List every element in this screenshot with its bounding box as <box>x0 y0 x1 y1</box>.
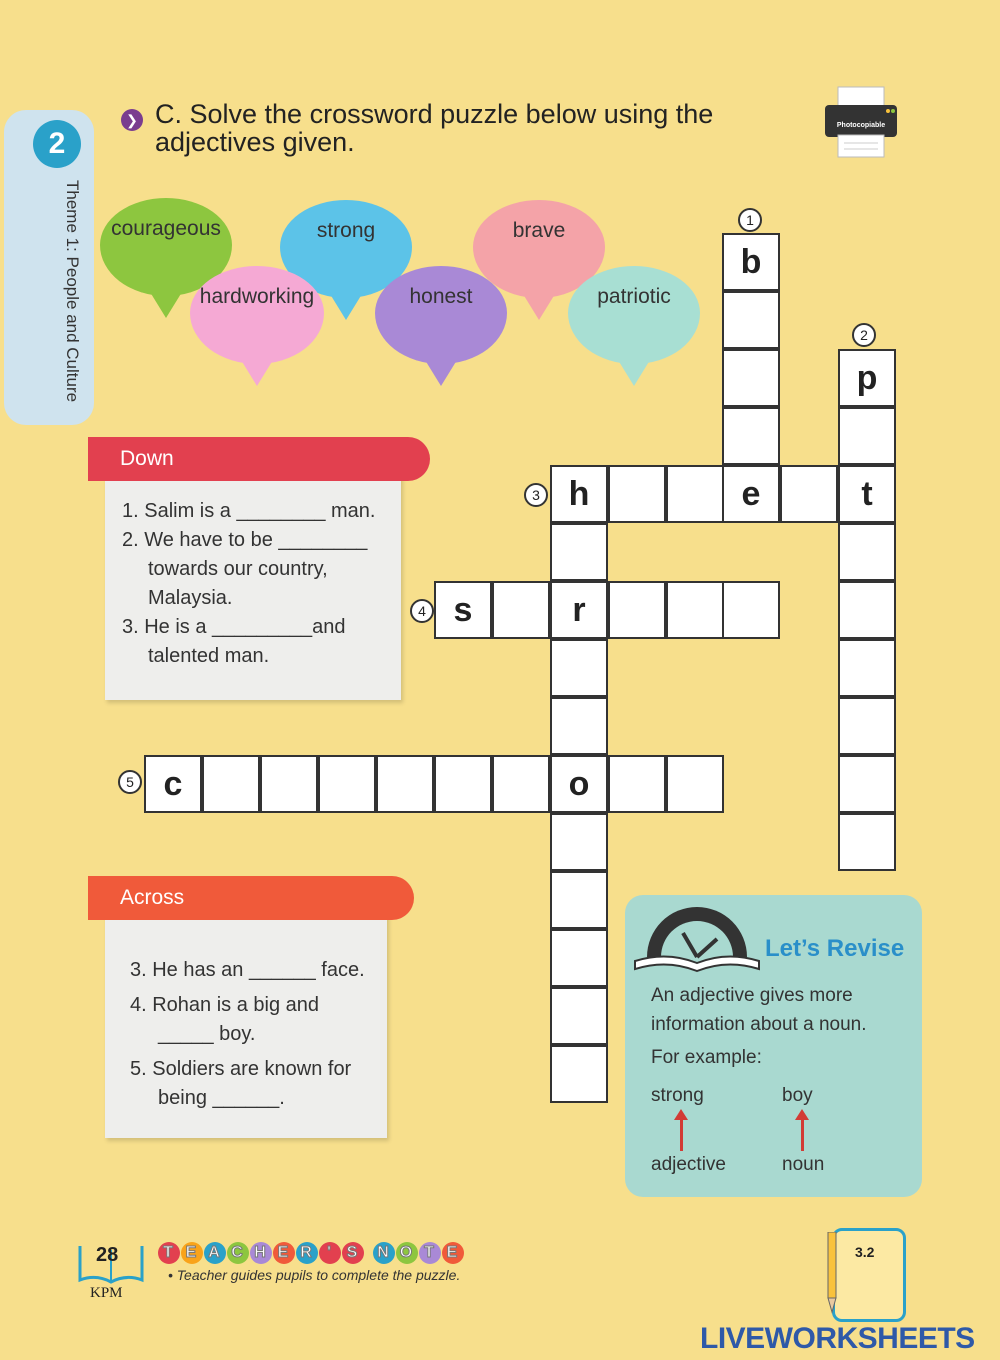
teachers-note-letter: R <box>296 1242 318 1264</box>
across-5-cell[interactable] <box>260 755 318 813</box>
book-clock-icon <box>631 901 763 973</box>
teachers-note-letter: N <box>373 1242 395 1264</box>
down-2-cell[interactable] <box>838 639 896 697</box>
printer-icon <box>822 85 900 160</box>
lesson-code: 3.2 <box>855 1244 875 1260</box>
down-2-cell[interactable] <box>838 581 896 639</box>
clue-number-4: 4 <box>410 599 434 623</box>
across-3-cell[interactable]: h <box>550 465 608 523</box>
across-3-cell[interactable] <box>780 465 838 523</box>
word-bubble-hardworking: hardworking <box>190 266 324 364</box>
down-2-cell[interactable] <box>838 523 896 581</box>
teachers-note-letter: T <box>419 1242 441 1264</box>
across-5-cell[interactable] <box>666 755 724 813</box>
across-heading: Across <box>88 876 414 920</box>
across-clue-3: 3. He has an ______ face. <box>130 959 365 981</box>
word-bubble-strong: strong <box>280 200 412 298</box>
across-5-cell[interactable]: c <box>144 755 202 813</box>
across-4-cell[interactable] <box>492 581 550 639</box>
down-1-cell[interactable] <box>722 349 780 407</box>
down-2-cell[interactable]: p <box>838 349 896 407</box>
teachers-note-letter: A <box>204 1242 226 1264</box>
across-3-cell[interactable]: e <box>722 465 780 523</box>
page-number: 28 <box>96 1244 119 1266</box>
arrow-up-icon <box>801 1119 804 1151</box>
across-3-cell[interactable]: t <box>838 465 896 523</box>
down-3-cell[interactable] <box>550 523 608 581</box>
down-heading: Down <box>88 437 430 481</box>
down-clue-3: 3. He is a _________and <box>122 616 346 638</box>
clue-number-2: 2 <box>852 323 876 347</box>
down-3-cell[interactable] <box>550 987 608 1045</box>
across-3-cell[interactable] <box>666 465 724 523</box>
across-clue-5: 5. Soldiers are known for <box>130 1058 352 1080</box>
teachers-note-letter: ' <box>319 1242 341 1264</box>
across-5-cell[interactable] <box>434 755 492 813</box>
example-adjective-word: strong <box>651 1085 704 1106</box>
across-4-cell[interactable] <box>608 581 666 639</box>
down-clue-2: 2. We have to be ________ <box>122 529 368 551</box>
word-bubble-patriotic: patriotic <box>568 266 700 364</box>
down-2-cell[interactable] <box>838 755 896 813</box>
across-4-cell[interactable] <box>722 581 780 639</box>
down-2-cell[interactable] <box>838 407 896 465</box>
liveworksheets-brand: LIVEWORKSHEETS <box>700 1322 975 1355</box>
instruction-bullet-icon: ❯ <box>121 109 143 131</box>
across-clue-5-line2: being ______. <box>158 1087 285 1109</box>
across-clue-4: 4. Rohan is a big and <box>130 994 320 1016</box>
teachers-note-letter: S <box>342 1242 364 1264</box>
across-5-cell[interactable]: o <box>550 755 608 813</box>
revise-title: Let’s Revise <box>765 935 905 962</box>
down-3-cell[interactable] <box>550 813 608 871</box>
revise-text-line3: For example: <box>651 1047 762 1068</box>
across-clue-4-line2: _____ boy. <box>158 1023 256 1045</box>
word-bubble-courageous: courageous <box>100 198 232 296</box>
down-1-cell[interactable] <box>722 407 780 465</box>
label-noun: noun <box>782 1154 825 1175</box>
down-3-cell[interactable] <box>550 1045 608 1103</box>
lets-revise-box <box>625 895 922 1197</box>
teachers-note-text: • Teacher guides pupils to complete the puzzle. <box>168 1267 461 1283</box>
teachers-note-title <box>158 1237 465 1264</box>
down-3-cell[interactable] <box>550 871 608 929</box>
across-3-cell[interactable] <box>608 465 666 523</box>
teachers-note-letter: E <box>273 1242 295 1264</box>
down-3-cell[interactable] <box>550 697 608 755</box>
across-5-cell[interactable] <box>608 755 666 813</box>
arrow-up-icon <box>680 1119 683 1151</box>
teachers-note-letter: E <box>442 1242 464 1264</box>
across-5-cell[interactable] <box>492 755 550 813</box>
teachers-note-letter: T <box>158 1242 180 1264</box>
revise-text-line2: information about a noun. <box>651 1014 867 1035</box>
down-clue-2-line2: towards our country, <box>148 558 328 580</box>
down-clue-3-line2: talented man. <box>148 645 270 667</box>
down-clue-1: 1. Salim is a ________ man. <box>122 500 376 522</box>
across-5-cell[interactable] <box>318 755 376 813</box>
word-bubble-honest: honest <box>375 266 507 364</box>
printer-label: Photocopiable <box>836 122 886 129</box>
across-4-cell[interactable]: s <box>434 581 492 639</box>
down-3-cell[interactable] <box>550 639 608 697</box>
down-2-cell[interactable] <box>838 813 896 871</box>
label-adjective: adjective <box>651 1154 726 1175</box>
instruction-text: C. Solve the crossword puzzle below using the adjectives given. <box>155 99 714 157</box>
example-noun-word: boy <box>782 1085 813 1106</box>
across-4-cell[interactable] <box>666 581 724 639</box>
down-1-cell[interactable]: b <box>722 233 780 291</box>
down-1-cell[interactable] <box>722 291 780 349</box>
lesson-code-box <box>832 1228 906 1322</box>
pencil-icon <box>824 1232 840 1314</box>
teachers-note-letter: E <box>181 1242 203 1264</box>
clue-number-3: 3 <box>524 483 548 507</box>
teachers-note-letter: O <box>396 1242 418 1264</box>
publisher-label: KPM <box>90 1285 123 1301</box>
down-clue-2-line3: Malaysia. <box>148 587 233 609</box>
clue-number-1: 1 <box>738 208 762 232</box>
down-2-cell[interactable] <box>838 697 896 755</box>
down-3-cell[interactable] <box>550 929 608 987</box>
unit-badge: 2 <box>33 120 81 168</box>
word-bubble-brave: brave <box>473 200 605 298</box>
across-5-cell[interactable] <box>202 755 260 813</box>
teachers-note-letter: C <box>227 1242 249 1264</box>
clue-number-5: 5 <box>118 770 142 794</box>
across-5-cell[interactable] <box>376 755 434 813</box>
teachers-note-letter: H <box>250 1242 272 1264</box>
theme-label: Theme 1: People and Culture <box>63 180 82 403</box>
across-4-cell[interactable]: r <box>550 581 608 639</box>
revise-text-line1: An adjective gives more <box>651 985 853 1006</box>
